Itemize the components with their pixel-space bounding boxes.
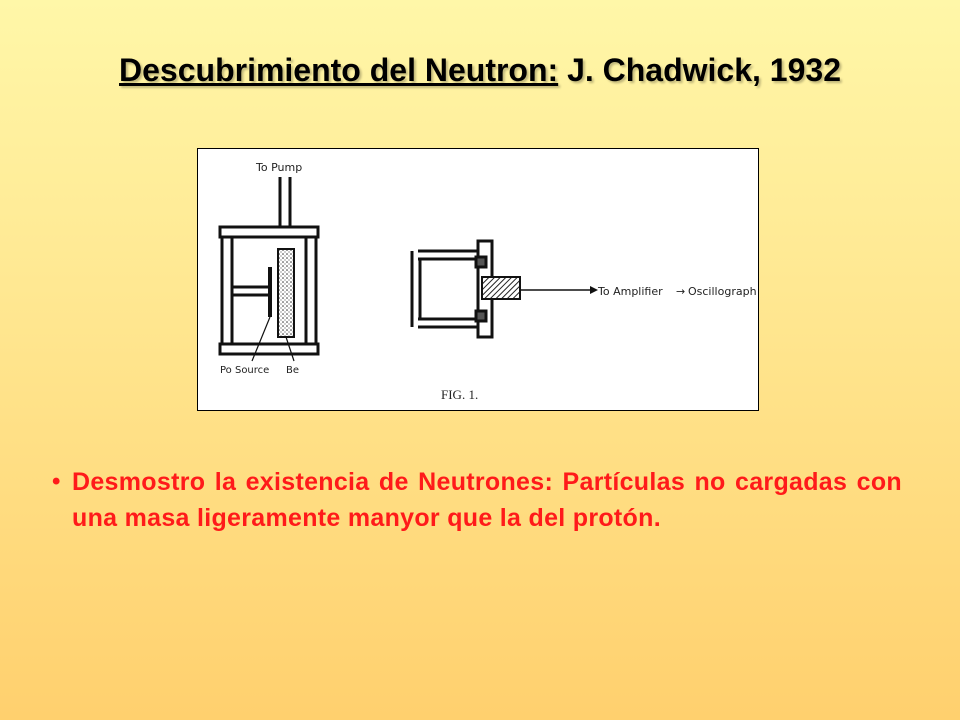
oscillograph-label: Oscillograph	[688, 285, 757, 298]
bullet-text: Desmostro la existencia de Neutrones: Partículas no cargadas con una masa ligeramente manyor que la del protón.	[72, 468, 902, 532]
title-rest: J. Chadwick, 1932	[558, 52, 841, 88]
slide-title	[0, 52, 960, 89]
bullet-icon: •	[52, 468, 61, 495]
electrode-insulator	[482, 277, 520, 299]
po-source-label: Po Source	[220, 365, 270, 376]
be-label: Be	[286, 365, 300, 376]
bullet-item	[52, 464, 902, 536]
apparatus-diagram	[198, 149, 760, 412]
vacuum-chamber	[220, 177, 318, 354]
figure-caption: FIG. 1.	[441, 387, 479, 402]
to-pump-label: To Pump	[256, 161, 303, 174]
title-underlined: Descubrimiento del Neutron:	[119, 52, 559, 88]
arrow-label-icon: →	[676, 285, 686, 298]
chadwick-apparatus-figure	[197, 148, 759, 411]
beryllium-block	[278, 249, 294, 337]
to-amplifier-label: To Amplifier	[598, 285, 663, 298]
ionization-chamber	[412, 241, 492, 337]
arrow-icon	[590, 286, 598, 294]
